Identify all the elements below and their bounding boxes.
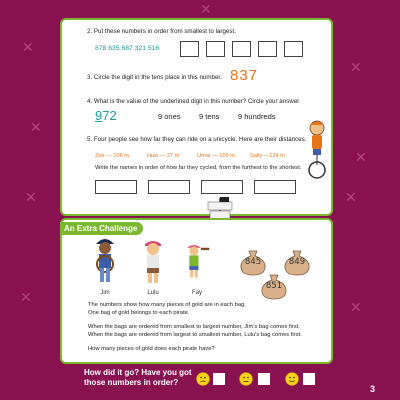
extra-challenge-banner: An Extra Challenge: [60, 222, 143, 235]
pirate-fay-illustration: [184, 234, 210, 286]
distance-umar: Umar — 109 m: [197, 153, 235, 159]
distance-huw: Huw — 27 m: [147, 153, 180, 159]
q4-underlined-digit: 9: [95, 108, 103, 123]
gold-bag-number: 849: [288, 257, 306, 267]
decorative-cross-icon: ✕: [350, 60, 362, 76]
neutral-face-icon: [239, 372, 253, 386]
self-assessment-line-2: those numbers in order?: [84, 377, 179, 387]
answer-box[interactable]: [206, 41, 225, 57]
q4-number-rest: 72: [102, 108, 117, 123]
challenge-line-5: How many pieces of gold does each pirate have?: [88, 346, 215, 352]
name-answer-box[interactable]: [148, 180, 190, 194]
page-number: 3: [370, 384, 376, 394]
decorative-cross-icon: ✕: [22, 40, 34, 56]
pirate-name-jim: Jim: [100, 290, 110, 296]
q5-text: 5. Four people see how far they can ride on a unicycle. Here are their distances.: [87, 136, 307, 143]
gold-bag-number: 851: [265, 281, 283, 291]
challenge-line-4: When the bags are ordered from largest to smallest number, Lulu's bag comes first.: [88, 332, 302, 338]
q2-text: 2. Put these numbers in order from smallest to largest.: [87, 28, 236, 35]
self-assessment-checkbox[interactable]: [303, 373, 315, 385]
answer-box[interactable]: [284, 41, 303, 57]
decorative-cross-icon: ✕: [30, 120, 42, 136]
name-answer-box[interactable]: [201, 180, 243, 194]
pirate-name-fay: Fay: [191, 290, 202, 296]
q4-option-hundreds[interactable]: 9 hundreds: [238, 112, 276, 121]
sad-face-icon: [196, 372, 210, 386]
distance-zoe: Zoe — 106 m: [95, 153, 129, 159]
challenge-line-1: The numbers show how many pieces of gold are in each bag.: [88, 302, 246, 308]
gold-bag: [259, 272, 289, 300]
q3-text: 3. Circle the digit in the tens place in this number.: [87, 74, 222, 81]
decorative-cross-icon: ✕: [20, 290, 32, 306]
answer-box[interactable]: [232, 41, 251, 57]
answer-box[interactable]: [258, 41, 277, 57]
decorative-cross-icon: ✕: [25, 190, 37, 206]
decorative-cross-icon: ✕: [355, 150, 367, 166]
self-assessment-checkbox[interactable]: [213, 373, 225, 385]
pirate-name-lulu: Lulu: [147, 290, 159, 296]
q3-number[interactable]: 837: [230, 67, 259, 84]
name-answer-box[interactable]: [95, 180, 137, 194]
self-assessment-checkbox[interactable]: [258, 373, 270, 385]
q5-instruction: Write the names in order of how far they cycled, from the furthest to the shortest.: [95, 165, 302, 171]
gold-bag-number: 845: [244, 257, 262, 267]
q4-text: 4. What is the value of the underlined digit in this number? Circle your answer.: [87, 98, 301, 105]
distance-sally: Sally —124 m: [250, 153, 285, 159]
unicycle-child-illustration: [302, 120, 332, 180]
happy-face-icon: [285, 372, 299, 386]
questions-panel: [60, 18, 333, 216]
decorative-cross-icon: ✕: [200, 2, 212, 18]
decorative-cross-icon: ✕: [350, 300, 362, 316]
self-assessment-line-1: How did it go? Have you got: [84, 368, 192, 377]
challenge-line-3: When the bags are ordered from smallest to largest number, Jim's bag comes first.: [88, 324, 300, 330]
challenge-line-2: One bag of gold belongs to each pirate.: [88, 310, 190, 316]
extra-challenge-panel: [60, 218, 333, 364]
q4-option-tens[interactable]: 9 tens: [199, 112, 220, 121]
name-answer-box[interactable]: [254, 180, 296, 194]
pirate-jim-illustration: [92, 234, 118, 286]
q4-number: [95, 108, 117, 123]
self-assessment-question: [84, 368, 192, 387]
q4-option-ones[interactable]: 9 ones: [158, 112, 181, 121]
pirate-lulu-illustration: [140, 234, 166, 286]
answer-box[interactable]: [180, 41, 199, 57]
decorative-cross-icon: ✕: [345, 190, 357, 206]
q2-numbers: 878 635 687 321 516: [95, 45, 160, 52]
